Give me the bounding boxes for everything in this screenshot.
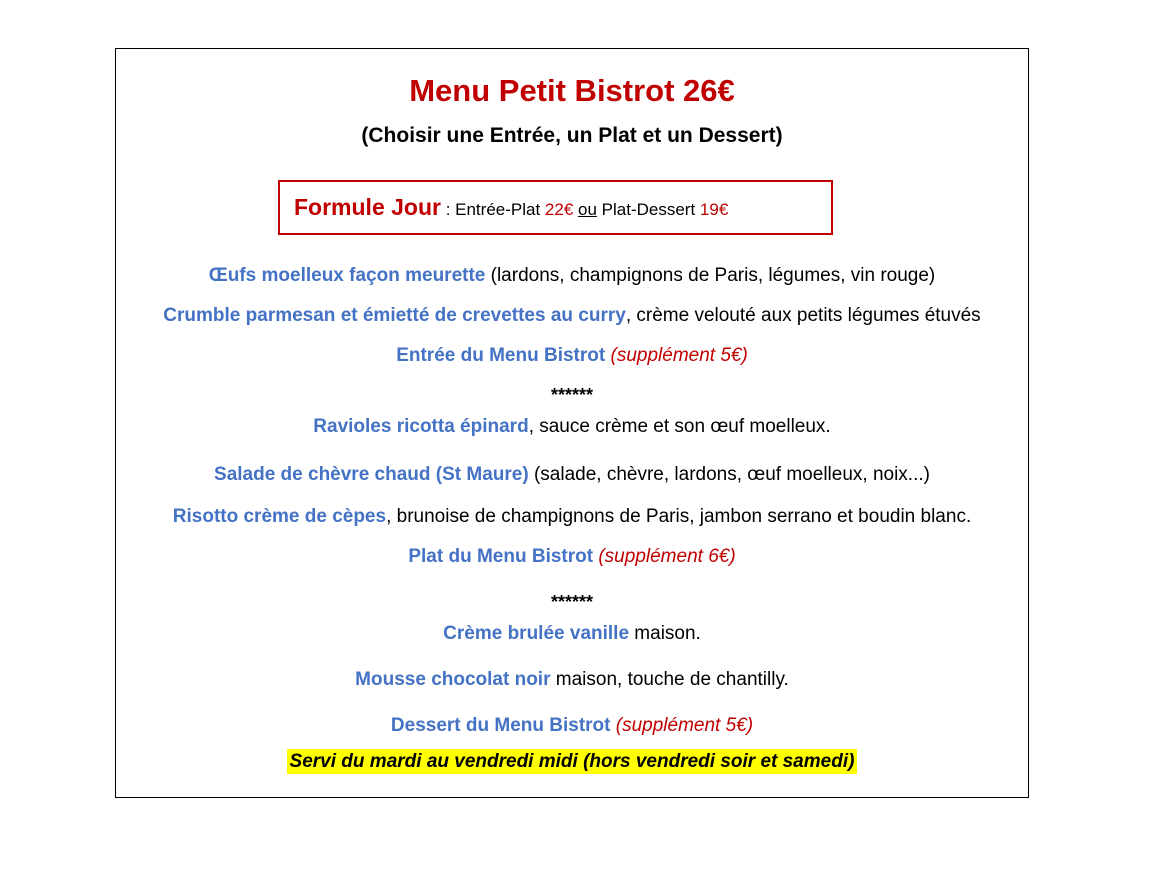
dessert-name: Crème brulée vanille: [443, 623, 630, 644]
formule-jour-box: [278, 180, 833, 235]
section-separator: ******: [550, 592, 594, 612]
plat-item: [116, 463, 1028, 487]
dessert-name: Mousse chocolat noir: [355, 669, 551, 690]
plat-item: [116, 415, 1028, 439]
service-hours-note: [116, 750, 1028, 774]
menu-subtitle: (Choisir une Entrée, un Plat et un Dessert): [361, 124, 783, 147]
dessert-item: [116, 668, 1028, 692]
plat-desc: (salade, chèvre, lardons, œuf moelleux, noix...): [528, 464, 930, 485]
entree-item: [116, 264, 1028, 288]
formule-price-entree-plat: 22€: [544, 200, 574, 219]
plat-item: [116, 505, 1028, 529]
menu-card: [115, 48, 1029, 798]
menu-title: Menu Petit Bistrot 26€: [409, 73, 735, 108]
dessert-supplement: (supplément 5€): [610, 715, 754, 736]
plat-item: [116, 545, 1028, 569]
formule-plat-dessert: Plat-Dessert: [596, 200, 700, 219]
entree-name: Crumble parmesan et émietté de crevettes au curry: [163, 305, 626, 326]
plat-supplement: (supplément 6€): [593, 546, 736, 567]
service-hours-text: Servi du mardi au vendredi midi (hors vendredi soir et samedi): [287, 749, 858, 774]
section-separator: ******: [550, 385, 594, 405]
formule-title: Formule Jour: [294, 194, 441, 220]
plat-name: Risotto crème de cèpes: [172, 506, 387, 527]
dessert-desc: maison.: [629, 623, 701, 644]
entree-desc: , crème velouté aux petits légumes étuvés: [625, 305, 981, 326]
plat-desc: , sauce crème et son œuf moelleux.: [528, 416, 831, 437]
entree-desc: (lardons, champignons de Paris, légumes, vin rouge): [485, 265, 936, 286]
plat-name: Plat du Menu Bistrot: [408, 546, 594, 567]
plat-desc: , brunoise de champignons de Paris, jambon serrano et boudin blanc.: [386, 506, 972, 527]
entree-name: Entrée du Menu Bistrot: [396, 345, 606, 366]
dessert-name: Dessert du Menu Bistrot: [390, 715, 611, 736]
formule-price-plat-dessert: 19€: [699, 200, 729, 219]
entree-supplement: (supplément 5€): [605, 345, 748, 366]
entree-item: [116, 304, 1028, 328]
plat-name: Ravioles ricotta épinard: [313, 416, 529, 437]
dessert-item: [116, 714, 1028, 738]
entree-item: [116, 344, 1028, 368]
formule-or: ou: [578, 200, 597, 219]
formule-sep: : Entrée-Plat: [440, 200, 545, 219]
entree-name: Œufs moelleux façon meurette: [208, 265, 486, 286]
dessert-item: [116, 622, 1028, 646]
plat-name: Salade de chèvre chaud (St Maure): [214, 464, 529, 485]
dessert-desc: maison, touche de chantilly.: [550, 669, 789, 690]
